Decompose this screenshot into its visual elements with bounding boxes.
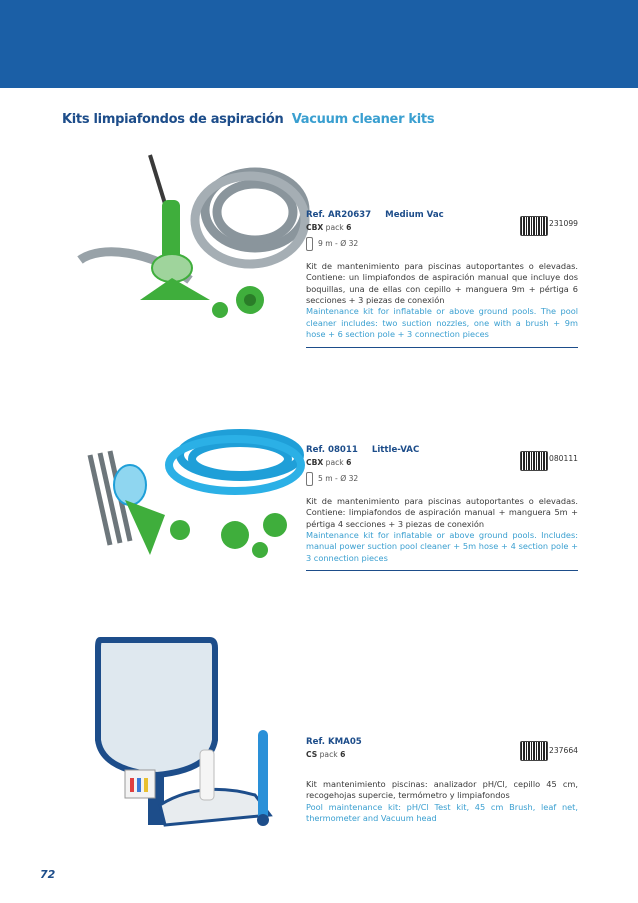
product-code: 237664 [549, 746, 578, 755]
product-code: 231099 [549, 219, 578, 228]
barcode-icon [520, 451, 548, 471]
product-ref: Ref. KMA05 [306, 737, 362, 747]
hose-coil [80, 172, 305, 280]
product-desc-es: Kit mantenimiento piscinas: analizador pH/Cl, cepillo 45 cm, recogehojas supercie, termómetro y limpiafondos [306, 778, 578, 801]
connector-pieces [170, 513, 287, 558]
title-es: Kits limpiafondos de aspiración [62, 112, 284, 127]
header-band [0, 0, 638, 88]
divider [306, 347, 578, 348]
product-code: 080111 [549, 454, 578, 463]
page-title [62, 112, 434, 127]
hose-coil [169, 433, 301, 491]
maintenance-kit-image [80, 630, 290, 830]
medium-vac-image [60, 150, 310, 330]
page-number: 72 [40, 868, 56, 881]
product-spec: 5 m - Ø 32 [306, 472, 578, 486]
product-ref: Ref. AR20637 [306, 210, 372, 220]
product-desc-en: Maintenance kit for inflatable or above ground pools. Includes: manual power suction pool cleaner + 5m hose + 4 section pole + 3 connection pieces [306, 530, 578, 563]
product-desc-es: Kit de mantenimiento para piscinas autoportantes o elevadas. Contiene: limpiafondos de aspiración manual + manguera 5m + pértiga 4 secciones + 3 piezas de conexión [306, 495, 578, 529]
title-en: Vacuum cleaner kits [291, 112, 435, 127]
little-vac-image [60, 415, 310, 580]
product-kma05 [306, 737, 578, 824]
connector-pieces [212, 286, 264, 318]
divider [306, 570, 578, 571]
product-name: Medium Vac [385, 210, 444, 220]
product-ref: Ref. 08011 [306, 445, 358, 455]
product-desc-en: Pool maintenance kit: pH/Cl Test kit, 45 cm Brush, leaf net, thermometer and Vacuum head [306, 801, 578, 824]
hose-icon [306, 472, 313, 486]
product-pack: CBX pack 6 [306, 223, 352, 233]
product-little-vac [306, 445, 578, 571]
thermometer [257, 730, 269, 826]
product-desc-es: Kit de mantenimiento para piscinas autoportantes o elevadas. Contiene: un limpiafondos de aspiración manual que incluye dos boquillas, una de ellas con cepillo + manguera 9m + pértiga 6 secciones + 3 piezas de conexión [306, 260, 578, 306]
product-medium-vac [306, 210, 578, 348]
product-name: Little-VAC [371, 445, 420, 455]
product-spec: 9 m - Ø 32 [306, 237, 578, 251]
test-kit [125, 770, 155, 798]
product-desc-en: Maintenance kit for inflatable or above ground pools. The pool cleaner includes: two suction nozzles, one with a brush + 9m hose + 6 section pole + 3 connection pieces [306, 306, 578, 340]
product-pack: CBX pack 6 [306, 458, 352, 468]
hose-icon [306, 237, 313, 251]
barcode-icon [520, 216, 548, 236]
product-pack: CS pack 6 [306, 750, 346, 760]
barcode-icon [520, 741, 548, 761]
